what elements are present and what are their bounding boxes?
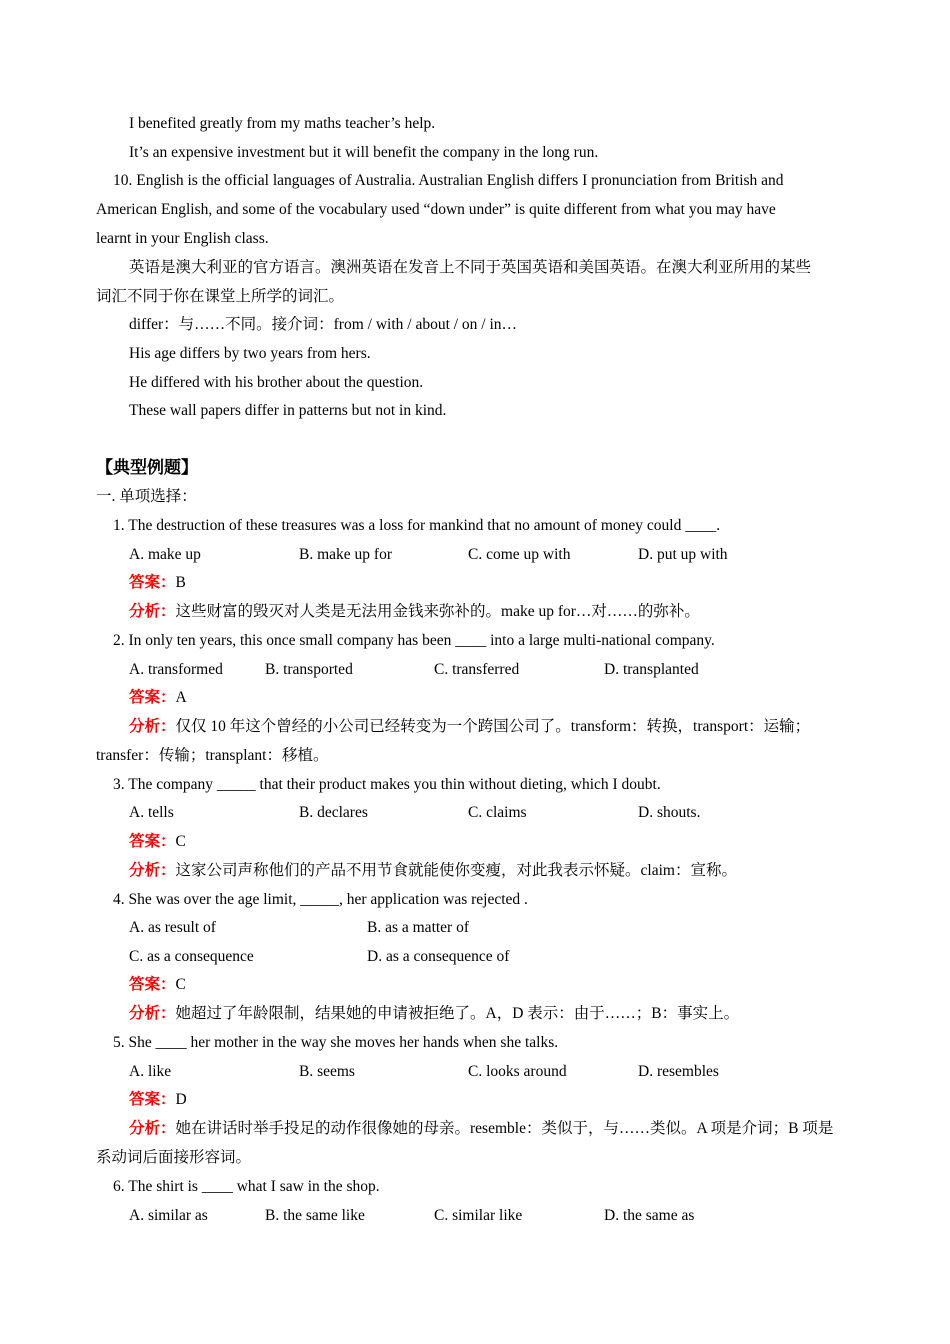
item-10-translation-line-2: 词汇不同于你在课堂上所学的词汇。 <box>96 288 345 305</box>
question-3-option-d: D. shouts. <box>638 804 701 821</box>
question-5-stem: 5. She ____ her mother in the way she moves her hands when she talks. <box>113 1034 559 1051</box>
question-4-option-c: C. as a consequence <box>129 948 254 965</box>
question-3-option-a: A. tells <box>129 804 174 821</box>
answer-value: B <box>175 574 186 591</box>
question-1-option-a: A. make up <box>129 546 201 563</box>
question-6-option-d: D. the same as <box>604 1207 695 1224</box>
benefit-example-2: It’s an expensive investment but it will benefit the company in the long run. <box>129 144 599 161</box>
question-3-option-c: C. claims <box>468 804 527 821</box>
question-1-analysis <box>129 602 700 622</box>
section-subtitle: 一. 单项选择： <box>96 488 197 505</box>
answer-value: D <box>175 1091 187 1108</box>
analysis-label: 分析： <box>129 1120 176 1137</box>
question-5-analysis <box>129 1119 833 1139</box>
answer-label: 答案： <box>129 976 176 993</box>
answer-label: 答案： <box>129 689 176 706</box>
question-3-analysis <box>129 861 737 881</box>
analysis-text: 她在讲话时举手投足的动作很像她的母亲。resemble：类似于，与……类似。A 项是介词；B 项是 <box>175 1120 834 1137</box>
question-2-analysis <box>129 717 810 737</box>
item-10-line-3: learnt in your English class. <box>96 230 269 247</box>
analysis-label: 分析： <box>129 1005 176 1022</box>
question-2-analysis-line-2: transfer：传输；transplant：移植。 <box>96 747 329 764</box>
question-2-answer <box>129 688 187 708</box>
answer-value: C <box>175 976 186 993</box>
question-3-answer <box>129 832 186 852</box>
differ-example-1: His age differs by two years from hers. <box>129 345 371 362</box>
differ-example-3: These wall papers differ in patterns but not in kind. <box>129 402 447 419</box>
question-2-option-b: B. transported <box>265 661 353 678</box>
question-2-stem: 2. In only ten years, this once small company has been ____ into a large multi-national company. <box>113 632 715 649</box>
question-5-option-d: D. resembles <box>638 1063 719 1080</box>
question-4-option-d: D. as a consequence of <box>367 948 510 965</box>
question-6-option-c: C. similar like <box>434 1207 523 1224</box>
question-1-option-c: C. come up with <box>468 546 571 563</box>
question-5-analysis-line-2: 系动词后面接形容词。 <box>96 1149 252 1166</box>
question-5-option-b: B. seems <box>299 1063 355 1080</box>
differ-example-2: He differed with his brother about the question. <box>129 374 424 391</box>
question-5-answer <box>129 1090 187 1110</box>
question-5-option-a: A. like <box>129 1063 172 1080</box>
item-10-line-1: 10. English is the official languages of Australia. Australian English differs I pronunciation from British and <box>113 172 784 189</box>
question-6-stem: 6. The shirt is ____ what I saw in the shop. <box>113 1178 380 1195</box>
differ-definition: differ：与……不同。接介词：from / with / about / on / in… <box>129 316 518 333</box>
question-6-option-b: B. the same like <box>265 1207 365 1224</box>
question-1-stem: 1. The destruction of these treasures was a loss for mankind that no amount of money could ____. <box>113 517 721 534</box>
question-5-option-c: C. looks around <box>468 1063 567 1080</box>
benefit-example-1: I benefited greatly from my maths teacher’s help. <box>129 115 436 132</box>
analysis-label: 分析： <box>129 862 176 879</box>
question-3-option-b: B. declares <box>299 804 368 821</box>
question-4-option-a: A. as result of <box>129 919 216 936</box>
question-1-answer <box>129 573 186 593</box>
question-2-option-d: D. transplanted <box>604 661 699 678</box>
question-2-option-c: C. transferred <box>434 661 520 678</box>
analysis-text: 这家公司声称他们的产品不用节食就能使你变瘦，对此我表示怀疑。claim：宣称。 <box>175 862 737 879</box>
question-2-option-a: A. transformed <box>129 661 223 678</box>
answer-label: 答案： <box>129 574 176 591</box>
analysis-label: 分析： <box>129 718 176 735</box>
analysis-text: 这些财富的毁灭对人类是无法用金钱来弥补的。make up for…对……的弥补。 <box>175 603 700 620</box>
analysis-label: 分析： <box>129 603 176 620</box>
question-4-analysis <box>129 1004 739 1024</box>
question-4-option-b: B. as a matter of <box>367 919 470 936</box>
item-10-line-2: American English, and some of the vocabulary used “down under” is quite different from what you may have <box>96 201 776 218</box>
analysis-text: 她超过了年龄限制，结果她的申请被拒绝了。A，D 表示：由于……；B：事实上。 <box>175 1005 740 1022</box>
question-4-answer <box>129 975 186 995</box>
answer-value: C <box>175 833 186 850</box>
question-4-stem: 4. She was over the age limit, _____, her application was rejected . <box>113 891 528 908</box>
question-3-stem: 3. The company _____ that their product makes you thin without dieting, which I doubt. <box>113 776 661 793</box>
question-1-option-d: D. put up with <box>638 546 728 563</box>
analysis-text: 仅仅 10 年这个曾经的小公司已经转变为一个跨国公司了。transform：转换，transport：运输； <box>175 718 811 735</box>
answer-label: 答案： <box>129 833 176 850</box>
item-10-translation-line-1: 英语是澳大利亚的官方语言。澳洲英语在发音上不同于英国英语和美国英语。在澳大利亚所用的某些 <box>129 259 812 276</box>
question-1-option-b: B. make up for <box>299 546 392 563</box>
answer-value: A <box>175 689 187 706</box>
answer-label: 答案： <box>129 1091 176 1108</box>
question-6-option-a: A. similar as <box>129 1207 208 1224</box>
section-title: 【典型例题】 <box>96 458 198 477</box>
